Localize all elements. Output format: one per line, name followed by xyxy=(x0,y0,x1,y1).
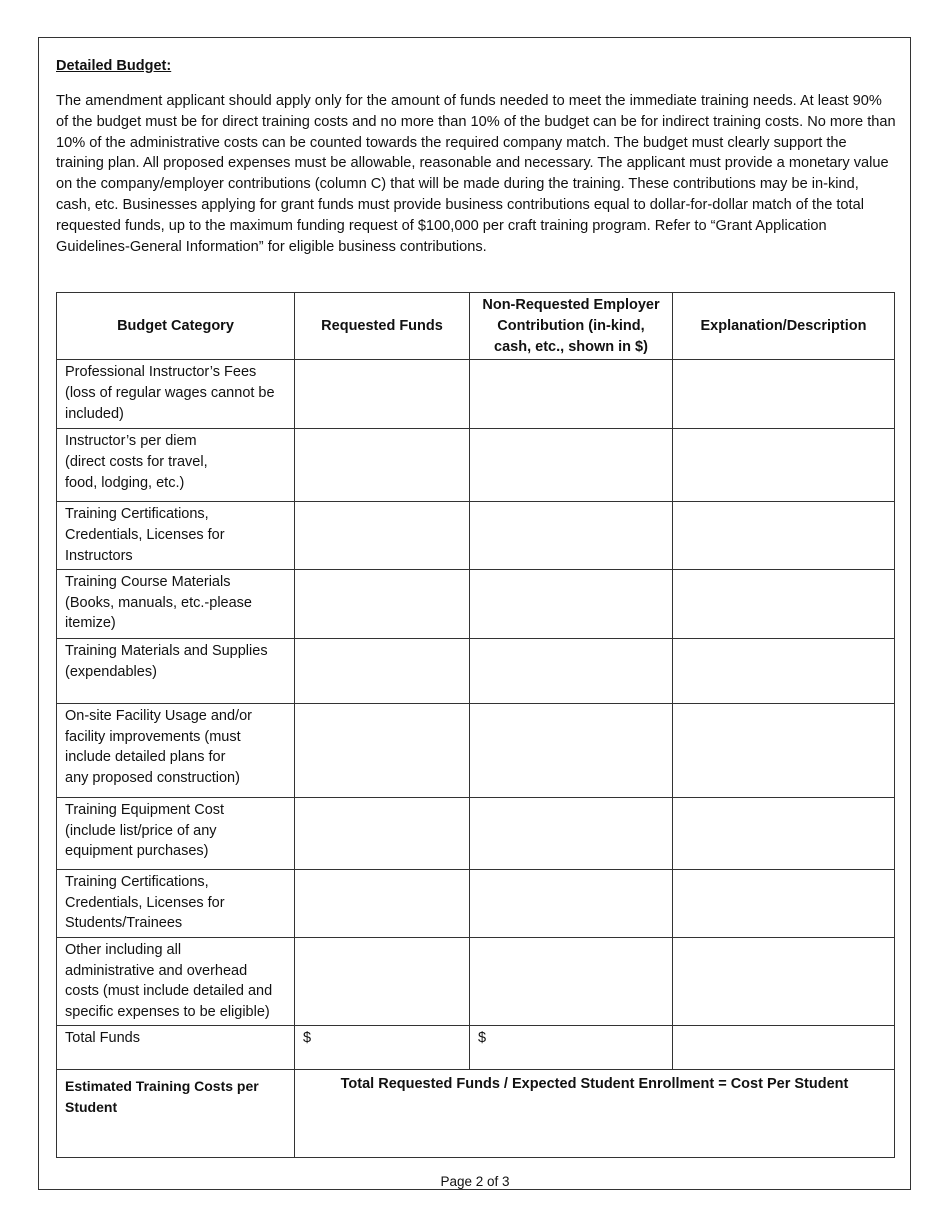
employer-contribution-cell[interactable] xyxy=(470,869,673,937)
total-employer-cell[interactable]: $ xyxy=(470,1025,673,1069)
requested-funds-cell[interactable] xyxy=(295,502,470,569)
budget-table xyxy=(56,292,895,1158)
section-heading: Detailed Budget: xyxy=(56,58,172,74)
table-row xyxy=(57,797,895,869)
header-employer-contribution: Non-Requested Employer Contribution (in-kind, cash, etc., shown in $) xyxy=(470,293,673,360)
estimate-row xyxy=(57,1069,895,1157)
table-row xyxy=(57,937,895,1025)
requested-funds-cell[interactable] xyxy=(295,869,470,937)
budget-category-cell: Training Course Materials (Books, manuals, etc.-please itemize) xyxy=(57,569,295,638)
table-row xyxy=(57,502,895,569)
total-funds-label: Total Funds xyxy=(57,1025,295,1069)
total-row xyxy=(57,1025,895,1069)
employer-contribution-cell[interactable] xyxy=(470,429,673,502)
budget-category-cell: Training Certifications, Credentials, Licenses for Instructors xyxy=(57,502,295,569)
requested-funds-cell[interactable] xyxy=(295,703,470,797)
explanation-cell[interactable] xyxy=(673,638,895,703)
budget-category-cell: Instructor’s per diem (direct costs for travel, food, lodging, etc.) xyxy=(57,429,295,502)
employer-contribution-cell[interactable] xyxy=(470,360,673,429)
header-explanation: Explanation/Description xyxy=(673,293,895,360)
explanation-cell[interactable] xyxy=(673,797,895,869)
explanation-cell[interactable] xyxy=(673,869,895,937)
explanation-cell[interactable] xyxy=(673,937,895,1025)
budget-category-cell: Other including all administrative and overhead costs (must include detailed and specific expenses to be eligible) xyxy=(57,937,295,1025)
explanation-cell[interactable] xyxy=(673,360,895,429)
header-budget-category: Budget Category xyxy=(57,293,295,360)
header-row xyxy=(57,293,895,360)
explanation-cell[interactable] xyxy=(673,569,895,638)
employer-contribution-cell[interactable] xyxy=(470,638,673,703)
explanation-cell[interactable] xyxy=(673,502,895,569)
employer-contribution-cell[interactable] xyxy=(470,797,673,869)
requested-funds-cell[interactable] xyxy=(295,638,470,703)
table-row xyxy=(57,569,895,638)
budget-category-cell: On-site Facility Usage and/or facility improvements (must include detailed plans for any proposed construction) xyxy=(57,703,295,797)
requested-funds-cell[interactable] xyxy=(295,360,470,429)
employer-contribution-cell[interactable] xyxy=(470,502,673,569)
requested-funds-cell[interactable] xyxy=(295,429,470,502)
table-row xyxy=(57,429,895,502)
total-explanation-cell[interactable] xyxy=(673,1025,895,1069)
budget-category-cell: Training Materials and Supplies (expendables) xyxy=(57,638,295,703)
employer-contribution-cell[interactable] xyxy=(470,937,673,1025)
budget-category-cell: Professional Instructor’s Fees (loss of regular wages cannot be included) xyxy=(57,360,295,429)
requested-funds-cell[interactable] xyxy=(295,797,470,869)
employer-contribution-cell[interactable] xyxy=(470,569,673,638)
cost-per-student-formula: Total Requested Funds / Expected Student Enrollment = Cost Per Student xyxy=(295,1069,895,1157)
requested-funds-cell[interactable] xyxy=(295,937,470,1025)
table-row xyxy=(57,638,895,703)
budget-category-cell: Training Certifications, Credentials, Licenses for Students/Trainees xyxy=(57,869,295,937)
header-requested-funds: Requested Funds xyxy=(295,293,470,360)
budget-category-cell: Training Equipment Cost (include list/price of any equipment purchases) xyxy=(57,797,295,869)
employer-contribution-cell[interactable] xyxy=(470,703,673,797)
table-row xyxy=(57,869,895,937)
requested-funds-cell[interactable] xyxy=(295,569,470,638)
table-row xyxy=(57,360,895,429)
explanation-cell[interactable] xyxy=(673,703,895,797)
explanation-cell[interactable] xyxy=(673,429,895,502)
page-number: Page 2 of 3 xyxy=(440,1174,510,1189)
estimated-cost-label: Estimated Training Costs per Student xyxy=(57,1069,295,1157)
intro-paragraph: The amendment applicant should apply only for the amount of funds needed to meet the immediate training needs. At least 90% of the budget must be for direct training costs and no more than 10% of the budget can be for indirect training costs. No more than 10% of the administrative costs can be counted towards the required company match. The budget must clearly support the training plan. All proposed expenses must be allowable, reasonable and necessary. The applicant must provide a monetary value on the company/employer contributions (column C) that will be made during the training. These contributions may be in-kind, cash, etc. Businesses applying for grant funds must provide business contributions equal to dollar-for-dollar match of the total requested funds, up to the maximum funding request of $100,000 per craft training program. Refer to “Grant Application Guidelines-General Information” for eligible business contributions. xyxy=(56,93,896,255)
total-requested-cell[interactable]: $ xyxy=(295,1025,470,1069)
table-row xyxy=(57,703,895,797)
